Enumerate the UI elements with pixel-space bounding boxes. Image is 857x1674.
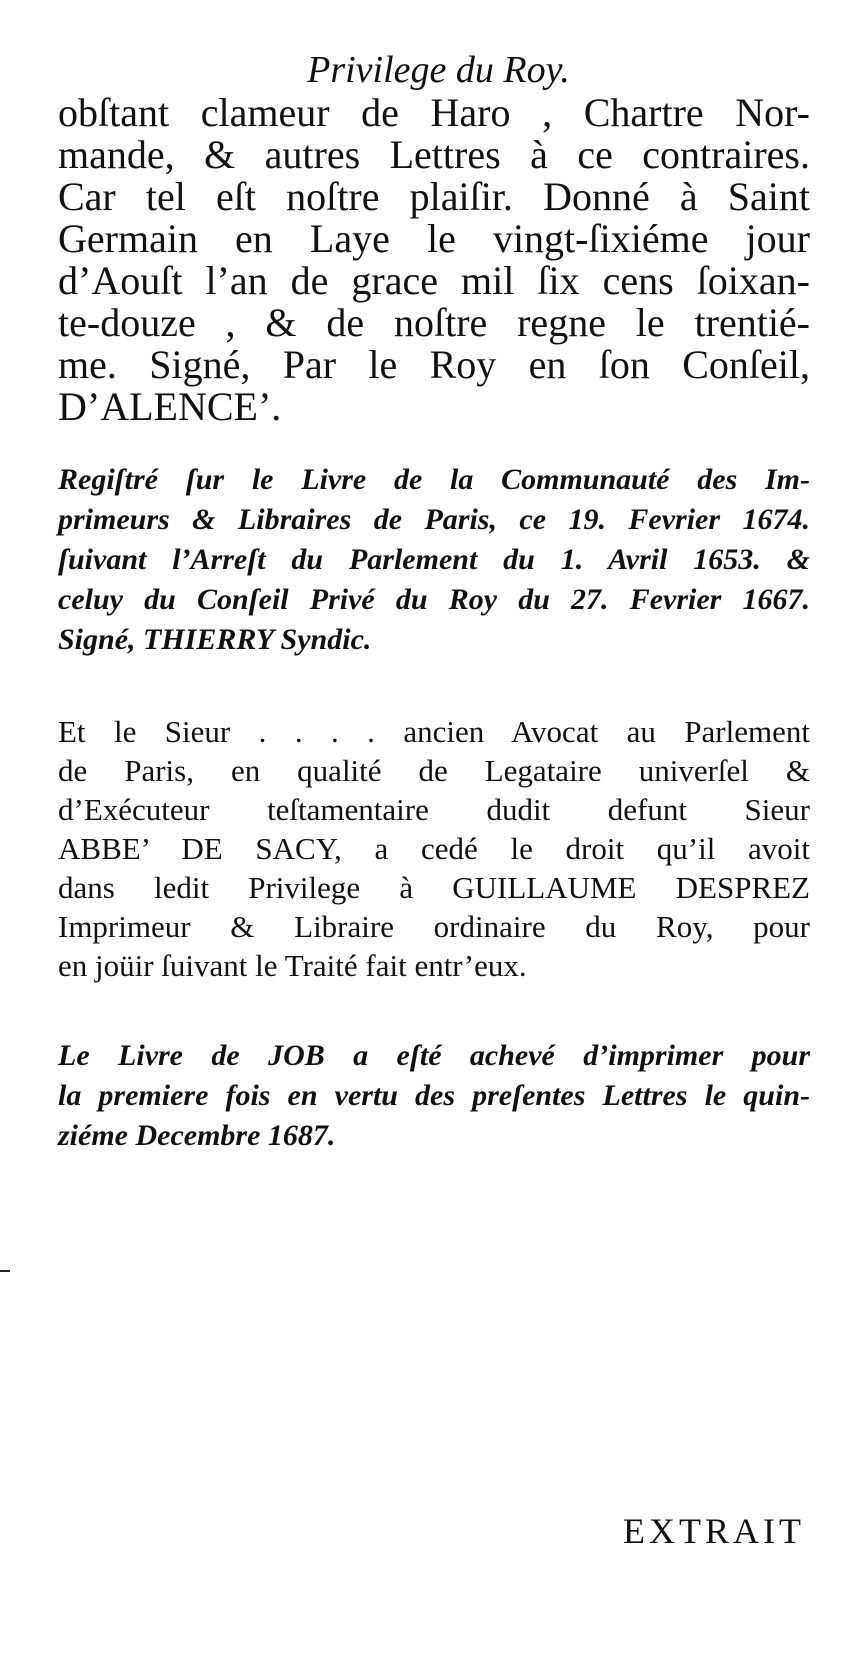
registration-paragraph [58, 460, 810, 660]
text-line: en joüir ſuivant le Traité fait entr’eux. [58, 948, 527, 983]
text-line-signature: Signé, THIERRY Syndic. [58, 623, 372, 656]
text-line: ziéme Decembre 1687. [58, 1119, 336, 1152]
text-line: te-douze , & de noſtre regne le trentié- [58, 300, 810, 345]
text-line: ABBE’ DE SACY, a cedé le droit qu’il avoit [58, 831, 810, 866]
text-line: obſtant clameur de Haro , Chartre Nor- [58, 90, 810, 135]
text-line: mande, & autres Lettres à ce contraires. [58, 132, 810, 177]
text-line: Et le Sieur . . . . ancien Avocat au Parlement [58, 714, 810, 749]
text-line-signature: D’ALENCE’. [58, 384, 282, 429]
text-line: me. Signé, Par le Roy en ſon Conſeil, [58, 342, 810, 387]
cession-paragraph [58, 712, 810, 985]
text-line: celuy du Conſeil Privé du Roy du 27. Fevrier 1667. [58, 583, 810, 616]
text-line: Imprimeur & Libraire ordinaire du Roy, pour [58, 909, 810, 944]
running-head: Privilege du Roy. [307, 49, 570, 91]
text-line: Car tel eſt noſtre plaiſir. Donné à Saint [58, 174, 810, 219]
text-line: Regiſtré ſur le Livre de la Communauté des Im- [58, 463, 810, 496]
text-line: d’Aouſt l’an de grace mil ſix cens ſoixan- [58, 258, 810, 303]
text-line: ſuivant l’Arreſt du Parlement du 1. Avril 1653. & [58, 543, 810, 576]
privilege-paragraph [58, 92, 810, 428]
catchword: EXTRAIT [623, 1511, 805, 1551]
text-line: de Paris, en qualité de Legataire univerſel & [58, 753, 810, 788]
printing-completion-paragraph [58, 1036, 810, 1156]
margin-mark [0, 1270, 10, 1272]
text-line: d’Exécuteur teſtamentaire dudit defunt Sieur [58, 792, 810, 827]
text-line: dans ledit Privilege à GUILLAUME DESPREZ [58, 870, 810, 905]
text-line: Germain en Laye le vingt-ſixiéme jour [58, 216, 810, 261]
text-line: primeurs & Libraires de Paris, ce 19. Fevrier 1674. [58, 503, 810, 536]
text-line: la premiere fois en vertu des preſentes Lettres le quin- [58, 1079, 810, 1112]
text-line: Le Livre de JOB a eſté achevé d’imprimer pour [58, 1039, 810, 1072]
